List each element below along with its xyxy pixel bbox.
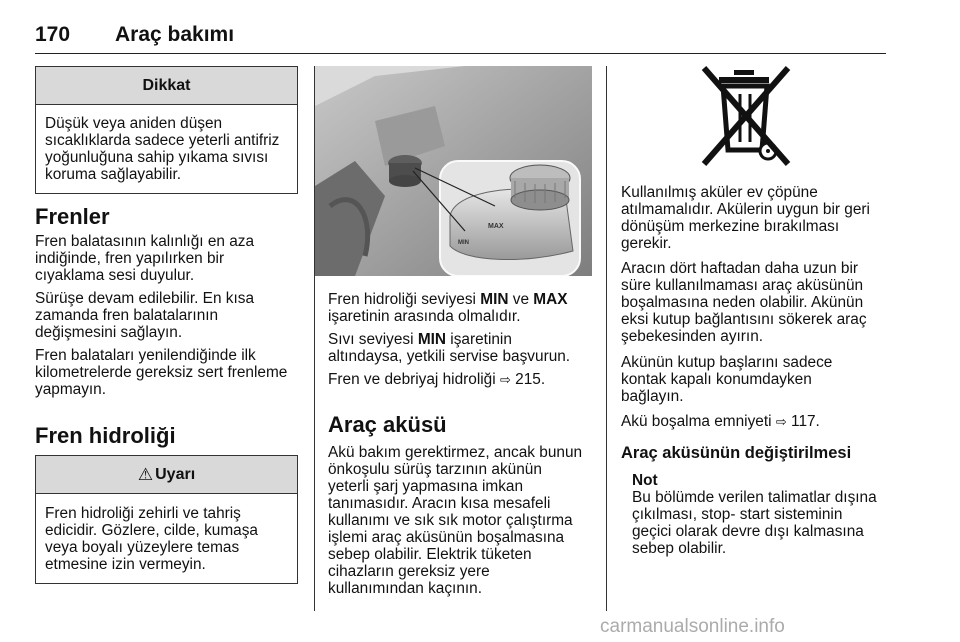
reservoir-min-mark: MIN: [458, 240, 469, 246]
min-label: MIN: [480, 291, 509, 308]
discharge-reference: [621, 413, 820, 431]
text-line: değişmesini sağlayın.: [35, 324, 183, 341]
text-line: Bu bölümde verilen talimatlar dışına: [632, 489, 877, 506]
caution-line: yoğunluğuna sahip yıkama sıvısı: [45, 149, 269, 166]
storage-para: [621, 260, 867, 345]
warning-line: veya boyalı yüzeylere temas: [45, 539, 240, 556]
text-line: eksi kutup bağlantısını sökerek araç: [621, 311, 867, 328]
text-line: boşalmasına neden olabilir. Akünün: [621, 294, 864, 311]
caution-line: Düşük veya aniden düşen: [45, 115, 223, 132]
column-divider-2: [606, 66, 607, 611]
reservoir-max-mark: MAX: [488, 223, 504, 230]
warning-icon: ⚠: [137, 464, 154, 485]
warning-line: edicidir. Gözlere, cilde, kumaşa: [45, 522, 258, 539]
warning-line: etmesine izin vermeyin.: [45, 556, 206, 573]
text-line: Aracın dört haftadan daha uzun bir: [621, 260, 859, 277]
text-line: süre kullanılmaması araç aküsünün: [621, 277, 864, 294]
text-line: kilometrelerde gereksiz sert frenleme: [35, 364, 288, 381]
caution-box-text: [45, 115, 293, 183]
text-line: yeterli şarj yapmasına imkan: [328, 478, 524, 495]
text-line: indiğinde, fren yapılırken bir: [35, 250, 225, 267]
text-line: kullanımı ve sık sık motor çalıştırma: [328, 512, 573, 529]
text-line: Fren balataları yenilendiğinde ilk: [35, 347, 256, 364]
brakes-para-1: [35, 233, 254, 284]
text-line: çıkılması, stop- start sisteminin: [632, 506, 843, 523]
max-label: MAX: [533, 291, 568, 308]
text-line: yapmayın.: [35, 381, 107, 398]
warning-box-title: Uyarı: [155, 465, 196, 483]
caution-box-title: Dikkat: [36, 67, 297, 105]
text-line: gerekir.: [621, 235, 672, 252]
text-line: işlemi araç aküsünün boşalmasına: [328, 529, 565, 546]
text-line: cihazların gereksiz yere: [328, 563, 490, 580]
text-line: bağlayın.: [621, 388, 684, 405]
text-line: sebep olabilir.: [632, 540, 727, 557]
brake-fluid-heading: Fren hidroliği: [35, 423, 176, 448]
caution-line: sıcaklıklarda sadece yeterli antifriz: [45, 132, 280, 149]
text-run: Fren hidroliği seviyesi: [328, 291, 481, 308]
brakes-para-2: [35, 290, 254, 341]
brakes-para-3: [35, 347, 287, 398]
battery-replacement-heading: Araç aküsünün değiştirilmesi: [621, 444, 852, 462]
text-run: Akü boşalma emniyeti: [621, 413, 776, 430]
note-block: [632, 472, 877, 557]
text-run: işaretinin: [446, 331, 512, 348]
text-line: Akünün kutup başlarını sadece: [621, 354, 833, 371]
battery-para: [328, 444, 582, 597]
text-line: cıyaklama sesi duyulur.: [35, 267, 195, 284]
chapter-title: Araç bakımı: [115, 23, 235, 46]
fluid-level-para: [328, 291, 568, 325]
caution-line: koruma sağlayabilir.: [45, 166, 182, 183]
crossed-bin-icon: [700, 64, 792, 170]
text-line: tanımasıdır. Aracın kısa mesafeli: [328, 495, 551, 512]
text-line: Fren balatasının kalınlığı en aza: [35, 233, 255, 250]
min-label: MIN: [417, 331, 447, 348]
page-reference[interactable]: 117.: [786, 413, 820, 430]
arrow-ref-icon: ⇨: [499, 373, 511, 388]
text-run: Sıvı seviyesi: [328, 331, 418, 348]
caution-box: [35, 66, 298, 194]
text-line: atılmamalıdır. Akülerin uygun bir geri: [621, 201, 870, 218]
text-line: önkoşulu sürüş tarzının akünün: [328, 461, 542, 478]
text-run: Fren ve debriyaj hidroliği: [328, 371, 500, 388]
text-line: geçici olarak devre dışı kalmasına: [632, 523, 864, 540]
brake-fluid-reservoir-photo: [315, 66, 592, 276]
fluid-reference: [328, 371, 545, 389]
text-line: Sürüşe devam edilebilir. En kısa: [35, 290, 255, 307]
text-line: kontak kapalı konumdayken: [621, 371, 812, 388]
text-line: Kullanılmış aküler ev çöpüne: [621, 184, 818, 201]
text-run: ve: [508, 291, 534, 308]
battery-heading: Araç aküsü: [328, 412, 447, 437]
text-line: kullanımından kaçının.: [328, 580, 482, 597]
brakes-heading: Frenler: [35, 204, 110, 229]
fluid-low-para: [328, 331, 570, 365]
warning-box-text: [45, 505, 293, 573]
terminal-para: [621, 354, 832, 405]
arrow-ref-icon: ⇨: [775, 415, 787, 430]
text-line: işaretinin arasında olmalıdır.: [328, 308, 521, 325]
watermark: carmanualsonline.info: [600, 616, 785, 637]
page-reference[interactable]: 215.: [510, 371, 546, 388]
recycle-para: [621, 184, 870, 252]
text-line: Akü bakım gerektirmez, ancak bunun: [328, 444, 583, 461]
note-title: Not: [632, 472, 658, 489]
warning-box-header: [36, 456, 297, 494]
warning-line: Fren hidroliği zehirli ve tahriş: [45, 505, 241, 522]
text-line: şebekesinden ayırın.: [621, 328, 764, 345]
text-line: sebep olabilir. Elektrik tüketen: [328, 546, 532, 563]
page-header: [35, 14, 886, 54]
text-line: altındaysa, yetkili servise başvurun.: [328, 348, 571, 365]
engine-bay-illustration: [315, 66, 592, 276]
text-line: dönüşüm merkezine bırakılması: [621, 218, 840, 235]
warning-box: [35, 455, 298, 584]
page-number: 170: [35, 23, 71, 46]
text-line: zamanda fren balatalarının: [35, 307, 219, 324]
